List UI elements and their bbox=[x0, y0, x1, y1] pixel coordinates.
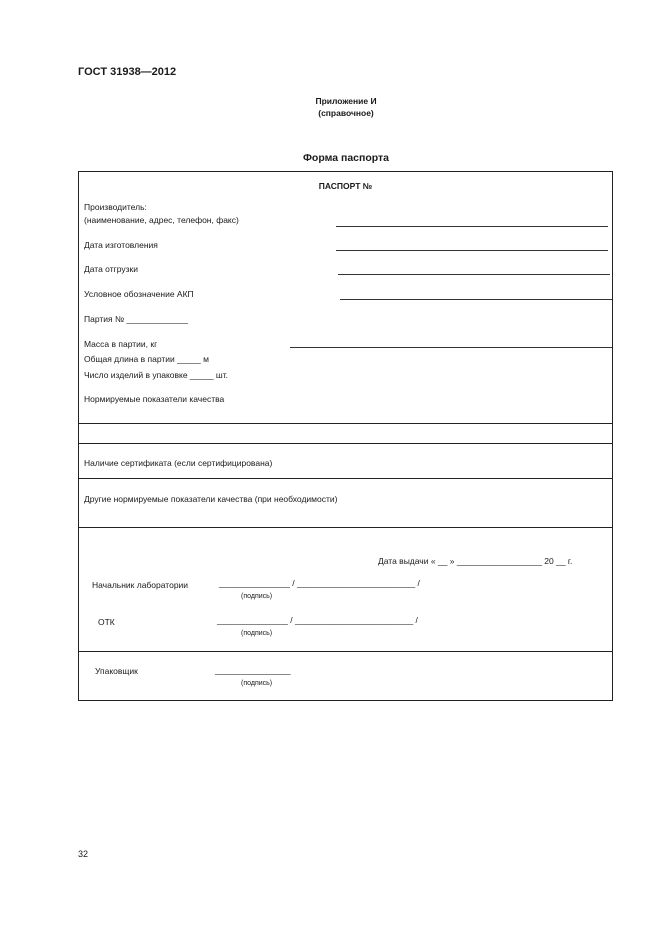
form-title: Форма паспорта bbox=[302, 152, 390, 164]
packer-label: Упаковщик bbox=[95, 666, 138, 676]
otk-signature-caption: (подпись) bbox=[241, 630, 273, 637]
lab-head-signature-caption: (подпись) bbox=[241, 593, 273, 600]
packer-signature-caption: (подпись) bbox=[241, 680, 273, 687]
total-length-label: Общая длина в партии _____ м bbox=[84, 354, 209, 364]
other-quality-divider bbox=[79, 527, 612, 528]
batch-number-label: Партия № _____________ bbox=[84, 314, 188, 324]
standard-header: ГОСТ 31938—2012 bbox=[78, 66, 177, 78]
lab-head-signature-line: _______________ / _________________________ / bbox=[219, 578, 420, 588]
production-date-fill-line bbox=[336, 250, 608, 251]
shipment-date-label: Дата отгрузки bbox=[84, 264, 138, 274]
quality-fill-line-1 bbox=[79, 423, 612, 424]
manufacturer-sub-label: (наименование, адрес, телефон, факс) bbox=[84, 215, 239, 225]
appendix-note: (справочное) bbox=[318, 108, 374, 118]
manufacturer-label: Производитель: bbox=[84, 202, 147, 212]
otk-signature-line: _______________ / _________________________ / bbox=[217, 615, 418, 625]
packer-divider bbox=[79, 651, 612, 652]
appendix-title: Приложение И bbox=[315, 96, 377, 106]
quality-indicators-label: Нормируемые показатели качества bbox=[84, 394, 225, 404]
page-number: 32 bbox=[78, 849, 89, 859]
akp-designation-fill-line bbox=[340, 299, 612, 300]
packer-signature-line: ________________ bbox=[215, 665, 291, 675]
batch-mass-fill-line bbox=[290, 347, 612, 348]
items-per-pack-label: Число изделий в упаковке _____ шт. bbox=[84, 370, 229, 380]
other-quality-label: Другие нормируемые показатели качества (при необходимости) bbox=[84, 494, 338, 504]
certificate-label: Наличие сертификата (если сертифицирована) bbox=[84, 458, 273, 468]
otk-label: ОТК bbox=[98, 617, 115, 627]
quality-fill-line-2 bbox=[79, 443, 612, 444]
akp-designation-label: Условное обозначение АКП bbox=[84, 289, 194, 299]
lab-head-label: Начальник лаборатории bbox=[92, 580, 189, 590]
issue-date-label: Дата выдачи « __ » __________________ 20 __ г. bbox=[378, 556, 573, 566]
production-date-label: Дата изготовления bbox=[84, 240, 158, 250]
certificate-divider bbox=[79, 478, 612, 479]
batch-mass-label: Масса в партии, кг bbox=[84, 339, 158, 349]
manufacturer-fill-line bbox=[336, 226, 608, 227]
shipment-date-fill-line bbox=[338, 274, 610, 275]
passport-title: ПАСПОРТ № bbox=[318, 181, 373, 191]
passport-form bbox=[78, 171, 613, 701]
